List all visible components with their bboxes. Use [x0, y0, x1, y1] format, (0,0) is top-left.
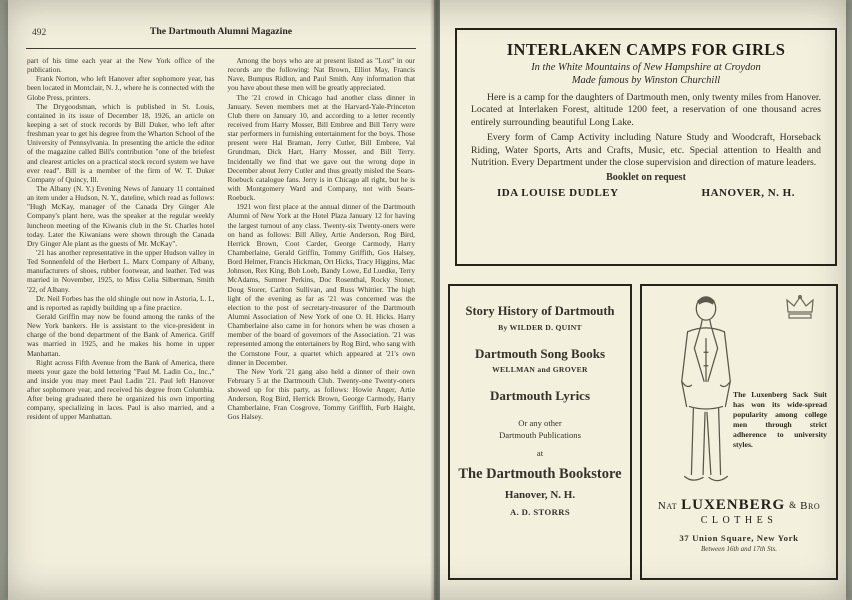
interlaken-subtitle-1: In the White Mountains of New Hampshire at Croydon: [531, 62, 761, 73]
interlaken-ad: [455, 28, 837, 266]
page-header: [26, 26, 416, 46]
bookstore-manager: A. D. STORRS: [509, 507, 571, 517]
masthead-title: The Dartmouth Alumni Magazine: [149, 26, 293, 37]
paragraph: The '21 crowd in Chicago had another class dinner in January. Seven members met at the Harvard-Yale-Princeton Club there on January 10, and according to a letter recently received from Harry Mosser, Bill Embree and Bill Terry were star performers in furnishing entertainment for the boys. Those present were Hal Braman, Jerry Cutler, Bill Embree, Val Grundman, Dick Hart, Harry Mosser, and Bill Terry. Incidentally we find that we gave out the wrong dope in December about Jerry Cutler and thus greatly misled the Sears-Roebuck catalogue fans. Jerry is in Chicago all right, but he is with Montgomery Ward and Company, not with Sears-Roebuck.: [227, 92, 415, 203]
interlaken-title: INTERLAKEN CAMPS FOR GIRLS: [506, 40, 786, 59]
luxenberg-ad: [640, 284, 838, 580]
brand-nat: Nat: [657, 500, 678, 512]
luxenberg-address: 37 Union Square, New York: [679, 533, 799, 543]
column-2: [228, 56, 416, 597]
article-columns: [8, 49, 434, 597]
paragraph: The Drygoodsman, which is published in St. Louis, contained in its issue of December 18, 1926, an article on keeping a set of stock records by Bill Duker, who left after freshman year to get his degree from the Wharton School of the University of Pennsylvania. In presenting the article the editor of the magazine called Bill's contribution "one of the briefest and clearest articles on a practical stock record system we have ever read". Bill is a member of the firm of W. T. Duker Company of Quincy, Ill.: [27, 101, 215, 184]
paragraph: '21 has another representative in the upper Hudson valley in Ted Sonnenfeld of the Herbert L. Marx Company of Albany, manufacturers of shoes, rubber footwear, and leather. Ted was married in November, 1925, to Miss Celia Silberman, Smith '22, of Albany.: [27, 247, 215, 294]
bookstore-other-line-2: Dartmouth Publications: [499, 430, 581, 440]
bookstore-ad: [448, 284, 632, 580]
paragraph: Here is a camp for the daughters of Dartmouth men, only twenty miles from Hanover. Located at Interlaken Forest, altitude 1200 feet, a reservation of one thousand acres entirely surrounding beautiful Long Lake.: [471, 92, 821, 128]
bookstore-story-history: Story History of Dartmouth: [465, 304, 615, 318]
paragraph: Dr. Neil Forbes has the old shingle out now in Astoria, L. I., and is reported as rapidly building up a fine practice.: [27, 293, 215, 312]
luxenberg-address-sub: Between 16th and 17th Sts.: [700, 545, 778, 553]
paragraph: The New York '21 gang also held a dinner of their own February 5 at the Dartmouth Club. Twenty-one Twenty-oners showed up for this party, as follows: Howie Anger, Artie Anderson, Rog Bird, Herrick Brown, George Carmody, Harry Chamberlaine, Fran Cosgrove, Tommy Griffith, Furb Haight, Gos Halsey.: [227, 366, 415, 422]
bookstore-lyrics: Dartmouth Lyrics: [489, 388, 591, 403]
brand-bro: Bro: [800, 500, 821, 512]
bookstore-wellman-grover: WELLMAN and GROVER: [492, 365, 588, 374]
crown-emblem-icon: [783, 294, 817, 324]
page-number: 492: [32, 28, 47, 38]
paragraph: Right across Fifth Avenue from the Bank of America, there meets your gaze the bold lettering "Paul M. Ladin Co., Inc.," and inside you may meet Paul Ladin '21. Paul left Hanover after sophomore year, and received his degree from Columbia. After being graduated there he organized his own importing company, specializing in laces. Paul is also married, and a resident of upper Manhattan.: [27, 357, 215, 422]
luxenberg-logo: [651, 496, 827, 514]
right-page: [440, 0, 846, 600]
contact-name: IDA LOUISE DUDLEY: [497, 187, 619, 200]
luxenberg-illustration-area: [651, 294, 827, 490]
column-1: [27, 56, 215, 597]
brand-luxenberg: LUXENBERG: [681, 497, 786, 513]
luxenberg-caption: The Luxenberg Sack Suit has won its wide-spread popularity among college men through strict adherence to university styles.: [733, 390, 827, 449]
bookstore-other-line-1: Or any other: [518, 418, 562, 428]
bookstore-at: at: [536, 448, 544, 458]
paragraph: Every form of Camp Activity including Nature Study and Woodcraft, Horseback Riding, Water Sports, Arts and Crafts, Music, etc. Special attention to Health and Nutrition. Every Department under the close supervision and direction of mature leaders.: [471, 132, 821, 169]
paragraph: The Albany (N. Y.) Evening News of January 11 contained an item under a Hudson, N. Y., dateline, which read as follows: "Hugh McKay, manager of the Canada Dry Ginger Ale Company's plant here, was the speaker at the regular weekly luncheon meeting of the Kiwanis club in the St. Charles hotel today. Later the Kiwanians were shown through the Canada Dry Ginger Ale plant as the guests of Mr. McKay".: [27, 183, 215, 248]
bookstore-author: By WILDER D. QUINT: [498, 323, 582, 332]
contact-place: HANOVER, N. H.: [701, 187, 795, 200]
bookstore-place: Hanover, N. H.: [504, 489, 576, 501]
booklet-on-request: Booklet on request: [606, 172, 686, 184]
brand-clothes: CLOTHES: [700, 515, 778, 526]
left-page: [8, 0, 434, 600]
paragraph: Among the boys who are at present listed as "Lost" in our records are the following: Nat Brown, Elliot May, Francis Nave, Bumpus Ridlon, and Paul Smith. Any information that you have about these men will be greatly appreciated.: [227, 56, 415, 93]
paragraph: Frank Norton, who left Hanover after sophomore year, has been located in Montclair, N. J., where he is connected with the Globe Press, printers.: [27, 74, 215, 102]
interlaken-subtitle-2: Made famous by Winston Churchill: [571, 75, 721, 86]
paragraph: Gerald Griffin may now be found among the ranks of the New York bankers. He is assistant to the vice-president in charge of the bond department of the Bank of America. Griff was married in 1925, and he makes his home in upper Manhattan.: [27, 311, 215, 358]
brand-ampersand: &: [789, 500, 797, 510]
bookstore-song-books: Dartmouth Song Books: [474, 346, 606, 361]
paragraph: part of his time each year at the New York office of the publication.: [27, 56, 215, 75]
interlaken-body: [471, 92, 821, 169]
paragraph: 1921 won first place at the annual dinner of the Dartmouth Alumni of New York at the Hotel Plaza January 12 for having the largest turnout of any class. Twenty-six Twenty-oners were on hand as follows: Bill Alley, Artie Anderson, Rog Bird, Herrick Brown, Coot Carder, George Carmody, Harry Chamberlaine, Gerald Griffin, Tommy Griffith, Gos Halsey, Bord Helmer, Francis Hickman, Ort Hicks, Tracy Higgins, Mac Johnson, Rex King, Bob Loeb, Bandy Lowe, Ed Luedke, Terry McAdams, Sumner Perkins, Doc Rosenthal, Rocky Stoner, Doug Storer, Carlton Sullivan, and Russ Whittier. The high light of the evening as far as '21 was concerned was the election to the post of secretary-treasurer of the Dartmouth Alumni Association of New York of one O. H. Hicks. Harry Chamberlaine also came in for honors when he was chosen a member of the board of governors of the Association. '21 was represented among the entertainers by Rog Bird, who sang with the Cornstone Four, a quartet which appeared at '21's own dinner in December.: [227, 202, 415, 367]
interlaken-contacts: [471, 183, 821, 199]
bookstore-name: The Dartmouth Bookstore: [458, 466, 622, 482]
